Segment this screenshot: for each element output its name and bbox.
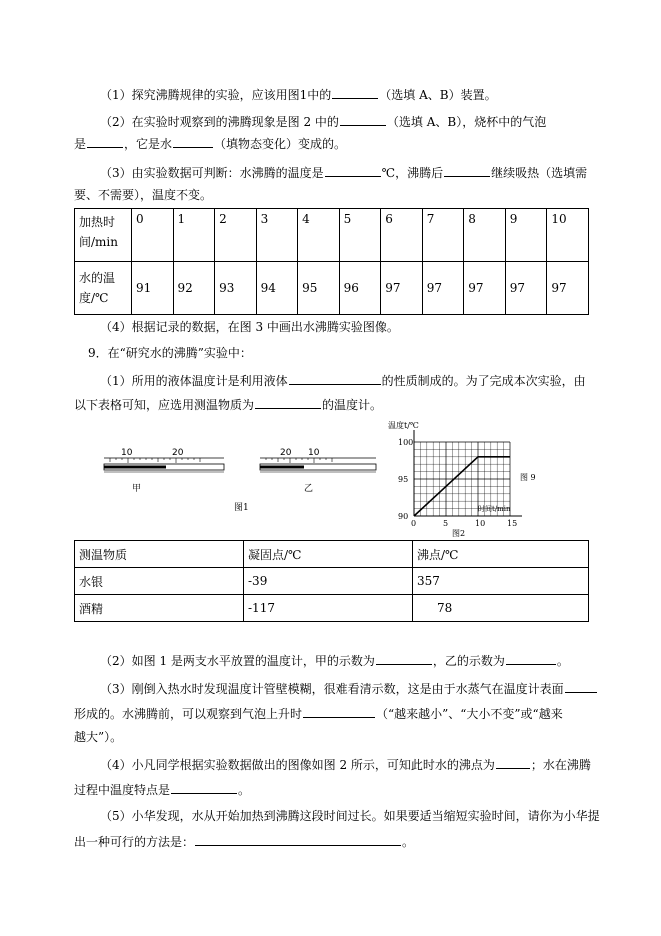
table-row bbox=[75, 595, 589, 622]
cell: 0 bbox=[132, 209, 174, 262]
therm-name: 甲 bbox=[132, 484, 142, 494]
y-tick-label: 90 bbox=[398, 512, 409, 521]
cell: -39 bbox=[244, 568, 413, 595]
q8-part3-cont: 要、不需要），温度不变。 bbox=[74, 188, 213, 202]
table-row bbox=[75, 209, 589, 262]
cell: 酒精 bbox=[75, 595, 244, 622]
blank[interactable] bbox=[325, 164, 381, 177]
header-cell: 测温物质 bbox=[75, 541, 244, 568]
blank[interactable] bbox=[255, 396, 321, 409]
cell: 1 bbox=[173, 209, 215, 262]
cell: 2 bbox=[215, 209, 257, 262]
blank[interactable] bbox=[289, 372, 381, 385]
cell: 92 bbox=[173, 262, 215, 315]
table-row bbox=[75, 568, 589, 595]
cell: 7 bbox=[422, 209, 464, 262]
y-tick-label: 100 bbox=[398, 438, 414, 447]
graph-ylabel: 温度t/℃ bbox=[388, 421, 419, 430]
q9-part4-cont: 过程中温度特点是 。 bbox=[74, 783, 251, 797]
thermometer-substance-table bbox=[74, 540, 589, 622]
cell: 357 bbox=[413, 568, 589, 595]
blank[interactable] bbox=[87, 135, 123, 148]
cell: 97 bbox=[381, 262, 423, 315]
cell: 5 bbox=[339, 209, 381, 262]
cell: 4 bbox=[298, 209, 340, 262]
blank[interactable] bbox=[496, 756, 530, 769]
blank[interactable] bbox=[340, 113, 386, 126]
cell: 93 bbox=[215, 262, 257, 315]
x-tick-label: 15 bbox=[507, 519, 518, 528]
q9-part3-cont2: 越大”）。 bbox=[74, 730, 123, 744]
therm-name: 乙 bbox=[304, 484, 314, 494]
q9-part5: （5）小华发现，水从开始加热到沸腾这段时间过长。如果要适当缩短实验时间，请你为小华提 bbox=[100, 809, 600, 823]
q9-part3-cont: 形成的。水沸腾前，可以观察到气泡上升时 （“越来越小”、“大小不变”或“越来 bbox=[74, 707, 563, 721]
fig2-label: 图2 bbox=[452, 529, 466, 538]
cell: 97 bbox=[505, 262, 547, 315]
tick-label: 20 bbox=[172, 448, 184, 458]
cell: -117 bbox=[244, 595, 413, 622]
cell: 10 bbox=[547, 209, 589, 262]
q9-part3: （3）刚倒入热水时发现温度计管壁模糊，很难看清示数，这是由于水蒸气在温度计表面 bbox=[100, 680, 598, 697]
blank[interactable] bbox=[565, 680, 597, 693]
q9-part2: （2）如图 1 是两支水平放置的温度计，甲的示数为 ，乙的示数为 。 bbox=[100, 654, 569, 668]
cell: 96 bbox=[339, 262, 381, 315]
graph-xlabel: 时间t/min bbox=[478, 505, 511, 513]
cell: 91 bbox=[132, 262, 174, 315]
q9-part1: （1）所用的液体温度计是利用液体 的性质制成的。为了完成本次实验，由 bbox=[100, 374, 586, 388]
row-head-time: 加热时间/min bbox=[75, 209, 132, 262]
cell: 97 bbox=[464, 262, 506, 315]
x-tick-label: 10 bbox=[475, 519, 486, 528]
cell: 6 bbox=[381, 209, 423, 262]
blank[interactable] bbox=[332, 86, 378, 99]
cell: 97 bbox=[547, 262, 589, 315]
table-row bbox=[75, 262, 589, 315]
boiling-graph bbox=[372, 418, 540, 540]
q8-part2-cont: 是 ，它是水 （填物态变化）变成的。 bbox=[74, 137, 347, 151]
blank[interactable] bbox=[444, 164, 490, 177]
x-tick-label: 0 bbox=[411, 519, 417, 528]
x-tick-label: 5 bbox=[443, 519, 449, 528]
cell: 78 bbox=[413, 595, 589, 622]
fig1-label: 图1 bbox=[234, 503, 249, 513]
q8-part2: （2）在实验时观察到的沸腾现象是图 2 中的 （选填 A、B），烧杯中的气泡 bbox=[100, 115, 547, 129]
blank[interactable] bbox=[506, 652, 556, 665]
cell: 9 bbox=[505, 209, 547, 262]
cell: 3 bbox=[256, 209, 298, 262]
thermometer-yi bbox=[258, 446, 378, 494]
cell: 95 bbox=[298, 262, 340, 315]
q9-part5-cont: 出一种可行的方法是： 。 bbox=[74, 835, 415, 849]
header-cell: 沸点/℃ bbox=[413, 541, 589, 568]
q8-part3: （3）由实验数据可判断：水沸腾的温度是 ℃，沸腾后 继续吸热（选填需 bbox=[100, 166, 588, 180]
table-row bbox=[75, 541, 589, 568]
tick-label: 10 bbox=[121, 448, 133, 458]
blank[interactable] bbox=[171, 781, 237, 794]
y-tick-label: 95 bbox=[398, 475, 409, 484]
tick-label: 20 bbox=[280, 448, 292, 458]
blank[interactable] bbox=[173, 135, 213, 148]
q9-part4: （4）小凡同学根据实验数据做出的图像如图 2 所示，可知此时水的沸点为 ；水在沸腾 bbox=[100, 758, 591, 772]
thermometer-jia bbox=[100, 446, 226, 494]
cell: 94 bbox=[256, 262, 298, 315]
cell: 97 bbox=[422, 262, 464, 315]
q9-title: 9．在“研究水的沸腾”实验中： bbox=[88, 346, 252, 360]
cell: 8 bbox=[464, 209, 506, 262]
q9-part1-cont: 以下表格可知，应选用测温物质为 的温度计。 bbox=[74, 398, 383, 412]
header-cell: 凝固点/℃ bbox=[244, 541, 413, 568]
q8-part1: （1）探究沸腾规律的实验，应该用图1中的 （选填 A、B）装置。 bbox=[100, 88, 497, 102]
blank[interactable] bbox=[376, 652, 432, 665]
blank[interactable] bbox=[195, 833, 401, 846]
cell: 水银 bbox=[75, 568, 244, 595]
blank[interactable] bbox=[303, 705, 375, 718]
heating-data-table bbox=[74, 208, 589, 315]
tick-label: 10 bbox=[308, 448, 320, 458]
graph-note: 图 9 bbox=[520, 473, 536, 482]
q8-part4: （4）根据记录的数据，在图 3 中画出水沸腾实验图像。 bbox=[100, 320, 399, 334]
row-head-temp: 水的温度/℃ bbox=[75, 262, 132, 315]
